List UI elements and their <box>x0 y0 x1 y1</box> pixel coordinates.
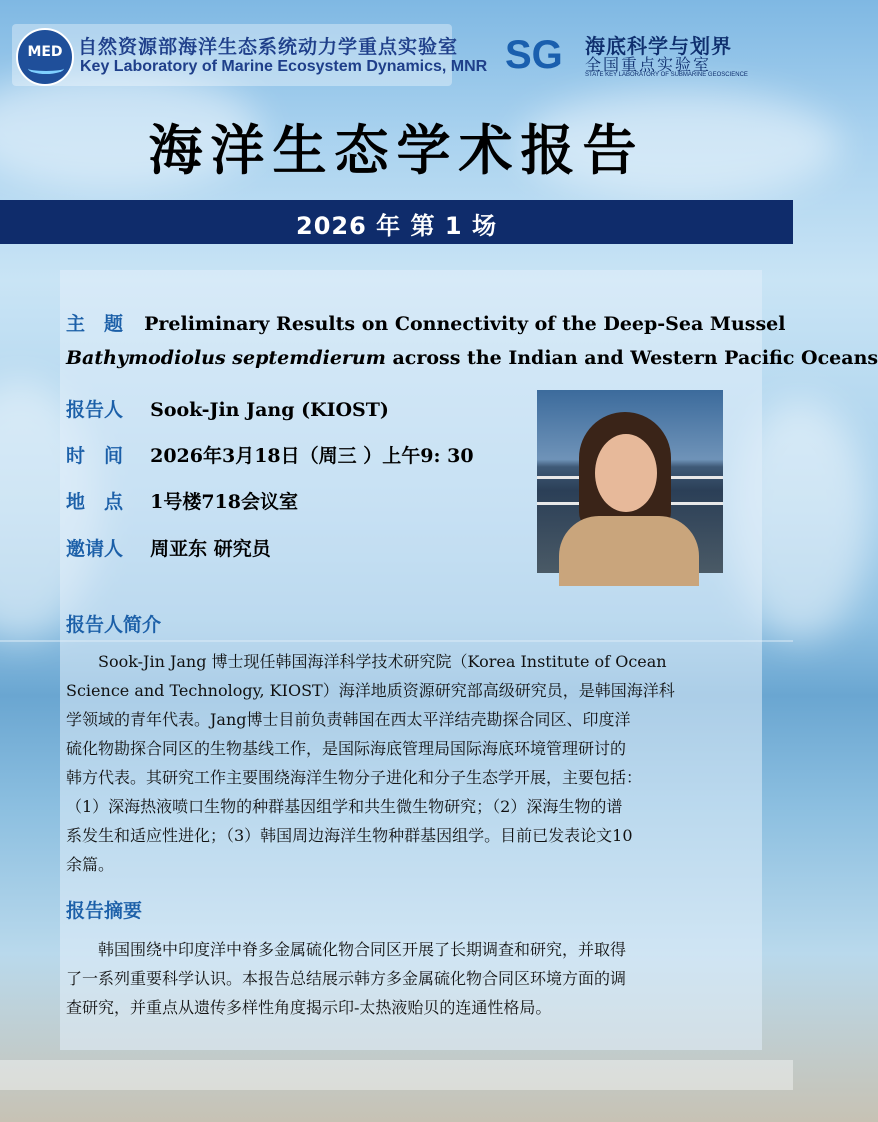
time-label: 时 间 <box>66 445 124 467</box>
abstract-line: 查研究，并重点从遗传多样性角度揭示印-太热液贻贝的连通性格局。 <box>66 998 552 1017</box>
bio-line: 余篇。 <box>66 855 115 874</box>
place-row <box>66 487 298 514</box>
photo-shirt <box>559 516 699 586</box>
abstract-paragraph <box>66 935 732 1022</box>
session-bar <box>0 200 793 244</box>
abstract-line: 了一系列重要科学认识。本报告总结展示韩方多金属硫化物合同区环境方面的调 <box>66 969 627 988</box>
time-row <box>66 441 474 468</box>
bio-line: Science and Technology, KIOST）海洋地质资源研究部高级研究员，是韩国海洋科 <box>66 681 675 700</box>
lab2-name-cn-line1: 海底科学与划界 <box>585 34 732 58</box>
lab1-name-cn: 自然资源部海洋生态系统动力学重点实验室 <box>78 36 459 58</box>
place-label: 地 点 <box>66 491 124 513</box>
bio-heading: 报告人简介 <box>66 614 162 636</box>
topic-label: 主 题 <box>66 313 124 335</box>
header <box>0 0 793 90</box>
bio-line: 系发生和适应性进化；（3）韩国周边海洋生物种群基因组学。目前已发表论文10 <box>66 826 633 845</box>
topic-row <box>66 309 785 336</box>
topic-line2: across the Indian and Western Pacific Oceans <box>385 347 878 369</box>
topic-line1: Preliminary Results on Connectivity of the Deep-Sea Mussel <box>144 313 786 335</box>
lab-logo-block-left <box>12 24 488 86</box>
bio-line: （1）深海热液喷口生物的种群基因组学和共生微生物研究；（2）深海生物的谱 <box>66 797 623 816</box>
bio-line: Sook-Jin Jang 博士现任韩国海洋科学技术研究院（Korea Institute of Ocean <box>66 652 667 671</box>
speaker-photo <box>537 390 723 573</box>
photo-face <box>595 434 657 512</box>
topic-species: Bathymodiolus septemdierum <box>66 347 386 369</box>
med-logo <box>16 28 74 86</box>
lab2-name-en: STATE KEY LABORATORY OF SUBMARINE GEOSCIENCE <box>585 72 748 78</box>
abstract-heading: 报告摘要 <box>66 900 143 922</box>
wave-icon <box>28 63 64 74</box>
page-title: 海洋生态学术报告 <box>148 118 645 182</box>
bio-line: 学领域的青年代表。Jang博士目前负责韩国在西太平洋结壳勘探合同区、印度洋 <box>66 710 631 729</box>
lab-logo-block-right <box>505 28 765 84</box>
place-value: 1号楼718会议室 <box>150 491 298 513</box>
bio-paragraph <box>66 647 732 879</box>
inviter-value: 周亚东 研究员 <box>150 538 271 560</box>
sg-logo <box>505 32 579 78</box>
speaker-label: 报告人 <box>66 399 124 421</box>
lab1-name-en: Key Laboratory of Marine Ecosystem Dynamics, MNR <box>80 58 488 75</box>
time-value: 2026年3月18日（周三 ）上午9: 30 <box>150 445 474 467</box>
sg-logo-text: SG <box>505 33 563 77</box>
lab2-name-cn-line2: 全国重点实验室 <box>585 55 712 74</box>
session-text: 2026 年 第 1 场 <box>296 212 497 240</box>
inviter-label: 邀请人 <box>66 538 124 560</box>
inviter-row <box>66 534 271 561</box>
bio-line: 韩方代表。其研究工作主要围绕海洋生物分子进化和分子生态学开展，主要包括： <box>66 768 643 787</box>
speaker-row <box>66 395 389 422</box>
bio-line: 硫化物勘探合同区的生物基线工作，是国际海底管理局国际海底环境管理研讨的 <box>66 739 627 758</box>
abstract-line: 韩国围绕中印度洋中脊多金属硫化物合同区开展了长期调查和研究，并取得 <box>66 940 627 959</box>
med-logo-text: MED <box>27 44 63 60</box>
topic-row-2 <box>66 347 878 369</box>
speaker-value: Sook-Jin Jang (KIOST) <box>150 399 389 421</box>
sea-wave <box>0 1060 793 1090</box>
